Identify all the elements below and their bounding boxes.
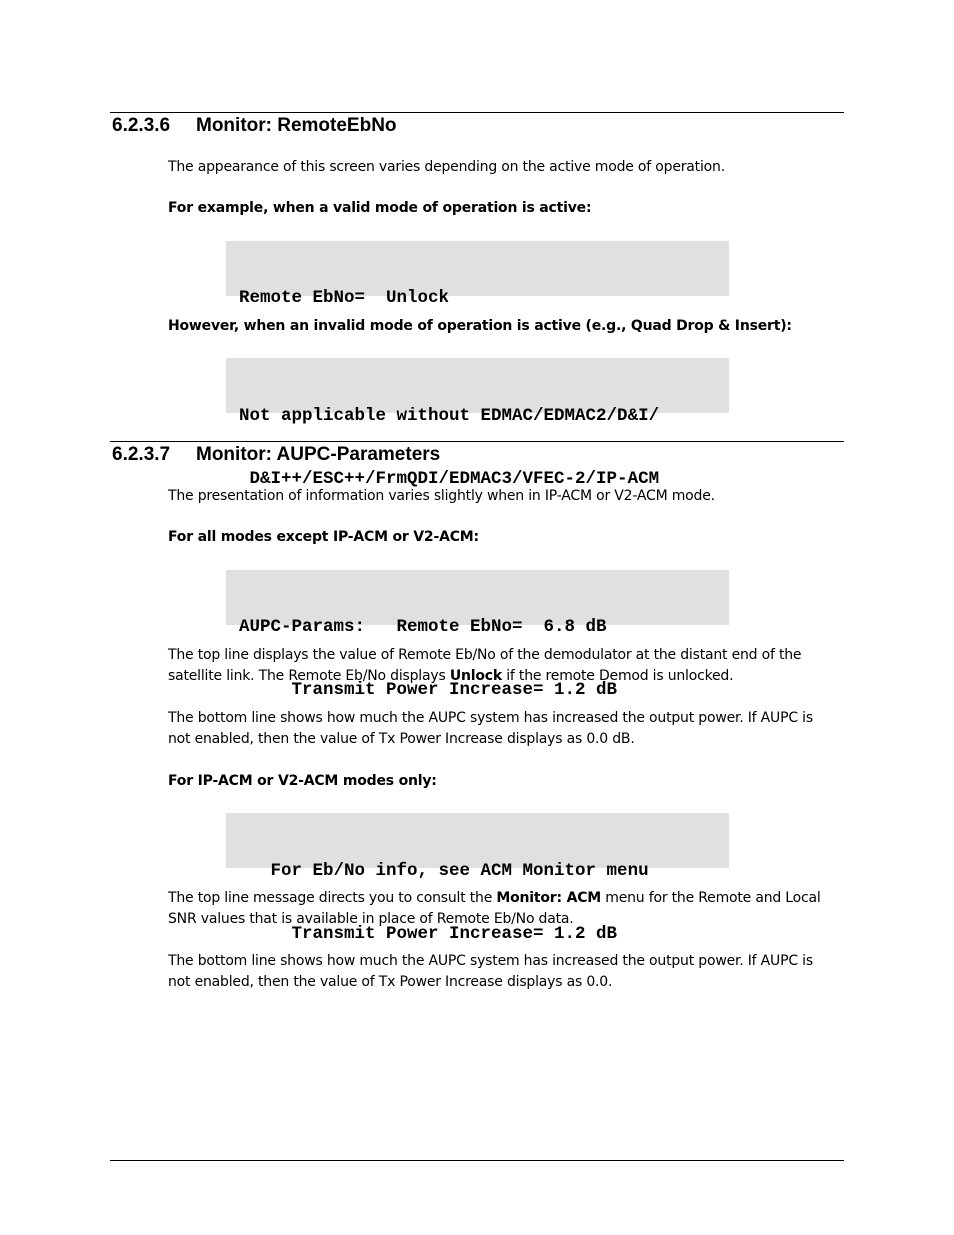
intro-paragraph: The presentation of information varies slightly when in IP-ACM or V2-ACM mode. [168,488,715,504]
section-heading-aupc-parameters [112,444,440,466]
screen-line: Transmit Power Increase= 1.2 dB [239,680,618,700]
section-number: 6.2.3.7 [112,444,171,465]
intro-paragraph: The appearance of this screen varies depending on the active mode of operation. [168,159,725,175]
section-divider-top [110,112,844,113]
screen-line: For Eb/No info, see ACM Monitor menu [239,861,649,881]
screen-line: Not applicable without EDMAC/EDMAC2/D&I/ [239,406,660,426]
section-number: 6.2.3.6 [112,115,171,136]
monitor-acm-emphasis: Monitor: ACM [496,890,602,906]
all-modes-label: For all modes except IP-ACM or V2-ACM: [168,529,479,545]
lcd-screen-remote-ebno [226,241,729,308]
footer-divider [110,1160,844,1161]
section-title: Monitor: RemoteEbNo [196,115,397,136]
unlock-emphasis: Unlock [449,668,502,684]
section-divider [110,441,844,442]
acm-top-line-paragraph: The top line message directs you to consult the Monitor: ACM menu for the Remote and Local SNR values that is available in place of Remote Eb/No data. [168,890,821,927]
invalid-mode-label: However, when an invalid mode of operation is active (e.g., Quad Drop & Insert): [168,318,792,334]
screen-line: D&I++/ESC++/FrmQDI/EDMAC3/VFEC-2/IP-ACM [239,469,660,489]
screen-line: Transmit Power Increase= 1.2 dB [239,924,618,944]
section-title: Monitor: AUPC-Parameters [196,444,441,465]
screen-line: Remote EbNo= Unlock [239,288,450,308]
valid-mode-label: For example, when a valid mode of operation is active: [168,200,592,216]
top-line-paragraph: The top line displays the value of Remote Eb/No of the demodulator at the distant end of the satellite link. The Remote Eb/No displays Unlock if the remote Demod is unlocked. [168,647,802,684]
screen-line: AUPC-Params: Remote EbNo= 6.8 dB [239,617,607,637]
section-heading-remote-ebno [112,115,397,137]
bottom-line-paragraph: The bottom line shows how much the AUPC system has increased the output power. If AUPC is not enabled, then the value of Tx Power Increase displays as 0.0 dB. [168,710,813,747]
acm-modes-label: For IP-ACM or V2-ACM modes only: [168,773,437,789]
acm-bottom-line-paragraph: The bottom line shows how much the AUPC system has increased the output power. If AUPC is not enabled, then the value of Tx Power Increase displays as 0.0. [168,953,813,990]
